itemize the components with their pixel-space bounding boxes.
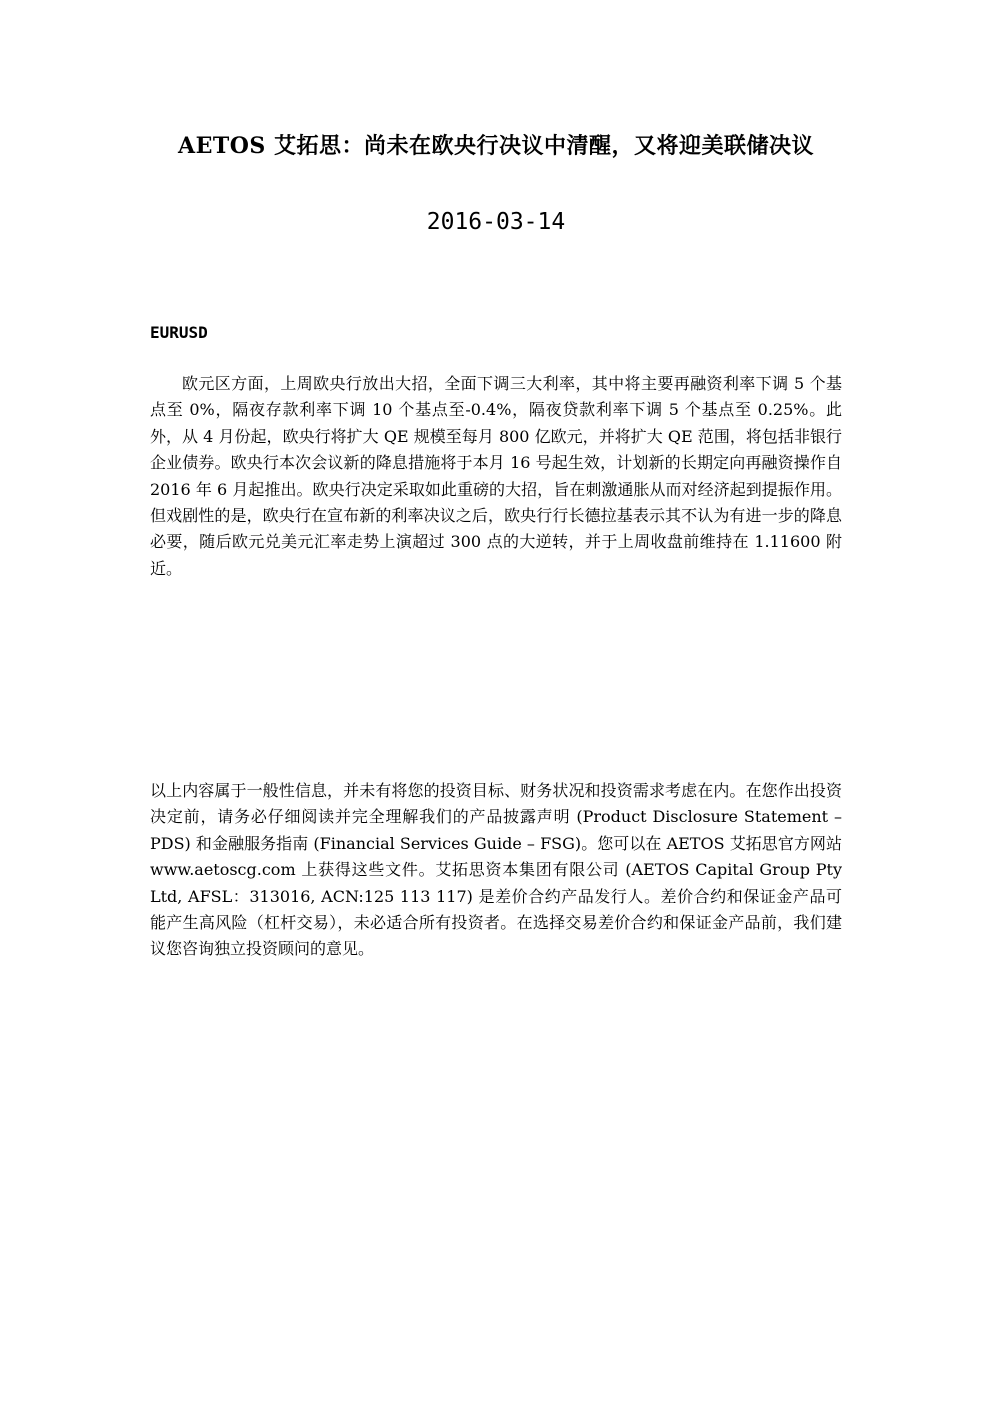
document-date: 2016-03-14: [426, 209, 566, 235]
section-heading: EURUSD: [150, 323, 208, 342]
disclaimer-paragraph: 以上内容属于一般性信息，并未有将您的投资目标、财务状况和投资需求考虑在内。在您作出投资决定前，请务必仔细阅读并完全理解我们的产品披露声明 (Product Disclosure Statement – PDS) 和金融服务指南 (Financial Services Guide – FSG)。您可以在 AETOS 艾拓思官方网站 www.aetoscg.com 上获得这些文件。艾拓思资本集团有限公司 (AETOS Capital Group Pty Ltd, AFSL：313016, ACN:125 113 117) 是差价合约产品发行人。差价合约和保证金产品可能产生高风险（杠杆交易），未必适合所有投资者。在选择交易差价合约和保证金产品前，我们建议您咨询独立投资顾问的意见。: [150, 781, 842, 959]
main-paragraph: 欧元区方面，上周欧央行放出大招，全面下调三大利率，其中将主要再融资利率下调 5 个基点至 0%，隔夜存款利率下调 10 个基点至-0.4%，隔夜贷款利率下调 5 个基点至 0.25%。此外，从 4 月份起，欧央行将扩大 QE 规模至每月 800 亿欧元，并将扩大 QE 范围，将包括非银行企业债券。欧央行本次会议新的降息措施将于本月 16 号起生效，计划新的长期定向再融资操作自 2016 年 6 月起推出。欧央行决定采取如此重磅的大招，旨在刺激通胀从而对经济起到提振作用。但戏剧性的是，欧央行在宣布新的利率决议之后，欧央行行长德拉基表示其不认为有进一步的降息必要，随后欧元兑美元汇率走势上演超过 300 点的大逆转，并于上周收盘前维持在 1.11600 附近。: [150, 374, 842, 578]
document-title: AETOS 艾拓思：尚未在欧央行决议中清醒，又将迎美联储决议: [178, 133, 814, 159]
